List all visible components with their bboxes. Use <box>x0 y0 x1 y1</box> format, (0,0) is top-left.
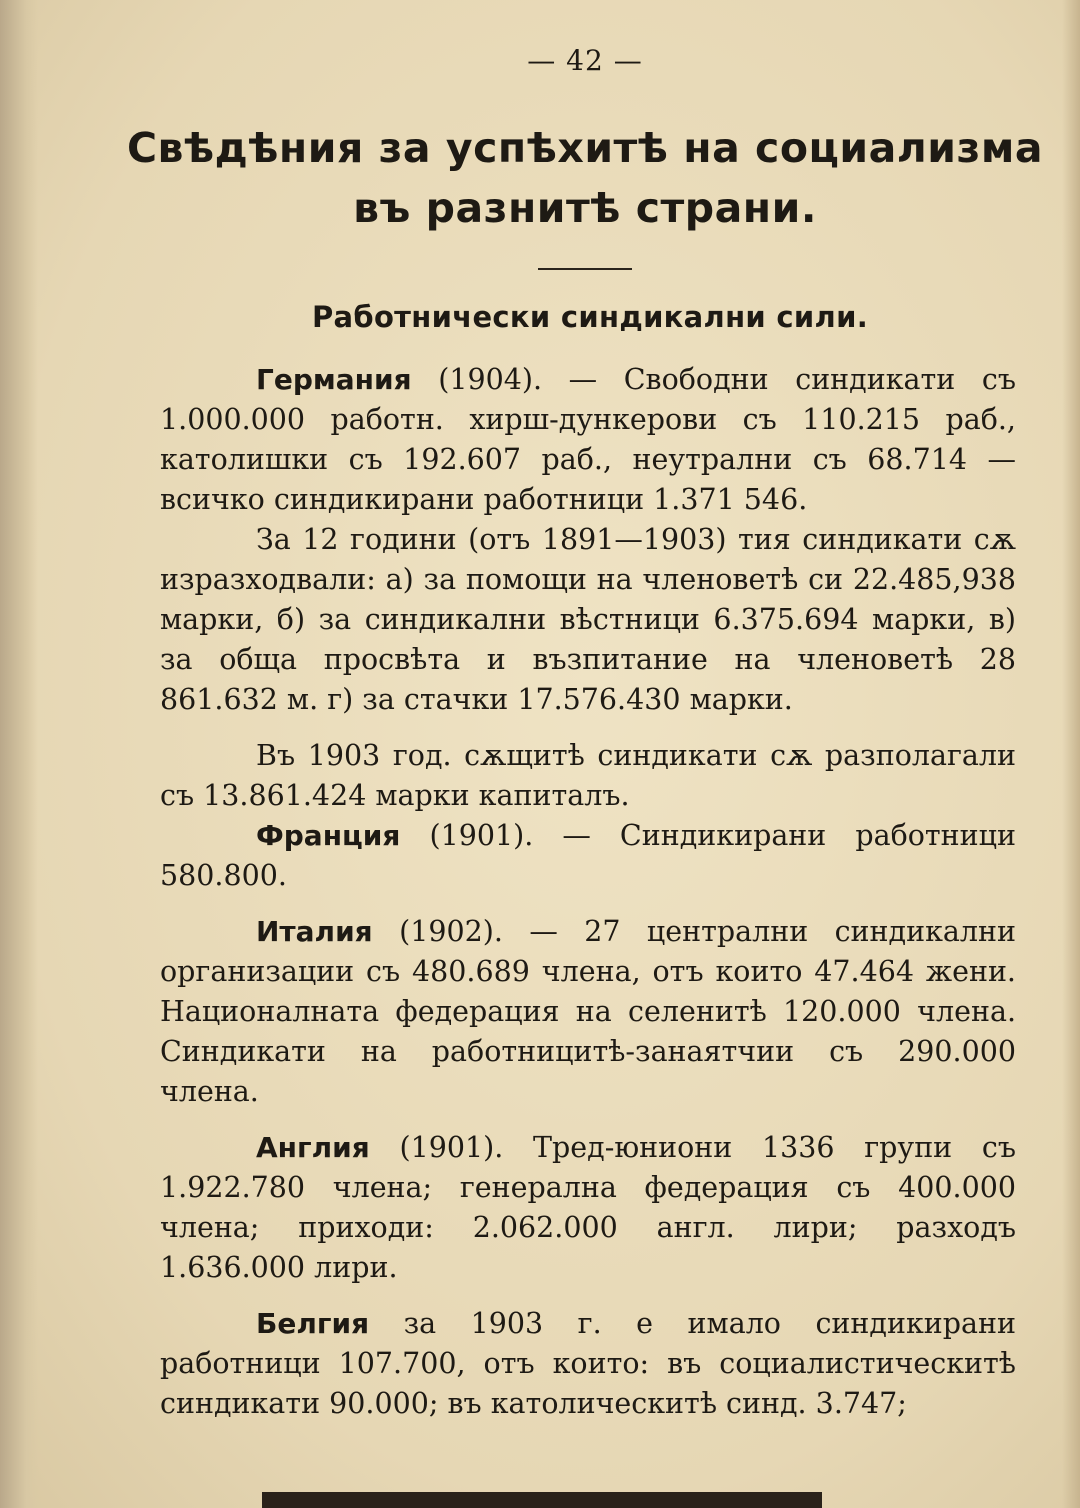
paragraph-england <box>160 1128 1016 1288</box>
country-name: Франция <box>256 819 401 852</box>
scan-bottom-edge <box>262 1492 822 1508</box>
paragraph-text: за 1903 г. е имало синдикирани работници 107.700, отъ които: въ социалистическитѣ синдикати 90.000; въ католическитѣ синд. 3.747; <box>160 1307 1016 1420</box>
body-text <box>160 360 1016 1424</box>
section-subtitle: Работнически синдикални сили. <box>311 300 869 334</box>
paragraph-italy <box>160 912 1016 1112</box>
paragraph-text: (1901). — Синдикирани работници 580.800. <box>160 819 1016 892</box>
paragraph-text: (1904). — Свободни синдикати съ 1.000.000 работн. хирш-дункерови съ 110.215 раб., католишки съ 192.607 раб., неутрални съ 68.714 — всичко синдикирани работници 1.371 546. <box>160 363 1016 516</box>
country-name: Англия <box>256 1131 370 1164</box>
paragraph-france <box>160 816 1016 896</box>
country-name: Италия <box>256 915 373 948</box>
paragraph-text: (1901). Тред-юниони 1336 групи съ 1.922.780 члена; генерална федерация съ 400.000 члена; приходи: 2.062.000 англ. лири; разходъ 1.636.000 лири. <box>160 1131 1016 1284</box>
page-number: — 42 — <box>527 44 643 77</box>
page-edge-shadow <box>1062 0 1080 1508</box>
paragraph-text: За 12 години (отъ 1891—1903) тия синдикати сѫ изразходвали: а) за помощи на членоветѣ си 22.485,938 марки, б) за синдикални вѣстници 6.375.694 марки, в) за обща просвѣта и възпитание на членоветѣ 28 861.632 м. г) за стачки 17.576.430 марки. <box>160 523 1016 716</box>
page-title <box>120 118 1050 238</box>
paragraph-expenses <box>160 520 1016 720</box>
title-divider <box>538 268 632 270</box>
paragraph-germany <box>160 360 1016 520</box>
country-name: Германия <box>256 363 412 396</box>
paragraph-text: Въ 1903 год. сѫщитѣ синдикати сѫ разполагали съ 13.861.424 марки капиталъ. <box>160 739 1016 812</box>
title-line-2: въ разнитѣ страни. <box>353 184 817 232</box>
paragraph-belgium <box>160 1304 1016 1424</box>
page-gutter-shadow <box>0 0 38 1508</box>
paragraph-capital <box>160 736 1016 816</box>
paragraph-text: (1902). — 27 централни синдикални организации съ 480.689 члена, отъ които 47.464 жени. Националната федерация на селенитѣ 120.000 члена. Синдикати на работницитѣ-занаятчии съ 290.000 члена. <box>160 915 1016 1108</box>
country-name: Белгия <box>256 1307 370 1340</box>
title-line-1: Свѣдѣния за успѣхитѣ на социализма <box>126 124 1044 172</box>
